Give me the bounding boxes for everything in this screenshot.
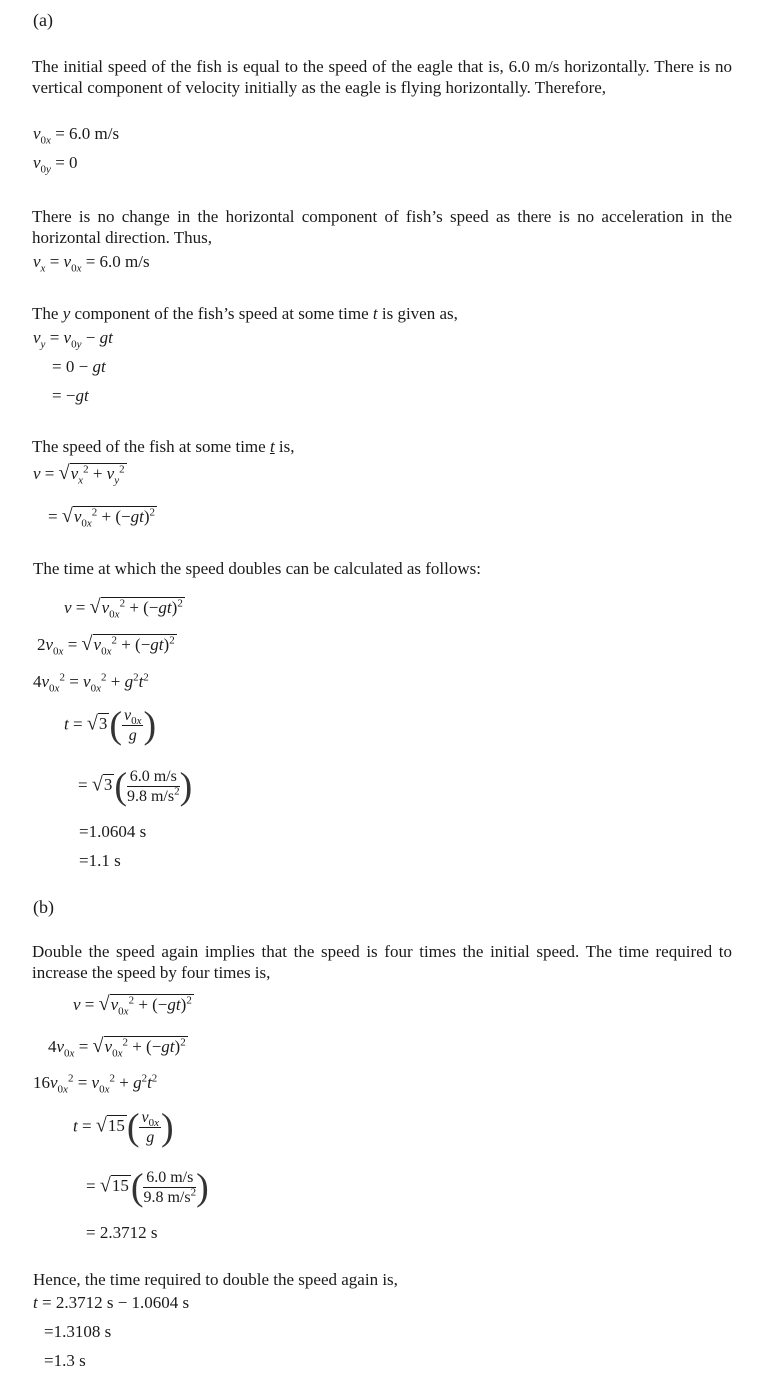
frac-denominator: 9.8 m/s [126,788,175,805]
eq-double-2: $2v_{0x} = √v_{0x}^2 + (-gt)^2$ [37,633,175,658]
horizontal-text: There is no change in the horizontal component of fish’s speed as there is no acceleration in the horizontal direction. Thus, [32,207,732,247]
part-a-label: (a) [33,10,53,30]
eq-vy-2: = 0 − gt [52,357,106,376]
eq-vx: $v_x = v_{0x} = 6.0$ m/s [33,252,150,275]
eq-v0y: $v_{0y} = 0$ [33,153,78,176]
eq-t15-values: = √15( $\frac{6.0 m/s}{9.8 m/s^2}$ ) [86,1166,209,1209]
y-component-text: The y component of the fish’s speed at some time t is given as, [32,304,458,323]
eq-speed-1: $v = √v_x^2 + v_y^2$ [33,462,125,487]
eq-vy-3: = −gt [52,386,89,405]
eq-b-2: $4v_{0x} = √v_{0x}^2 + (-gt)^2$ [48,1035,186,1060]
frac-numerator: 6.0 m/s [127,767,180,787]
hence-text: Hence, the time required to double the speed again is, [33,1270,398,1289]
eq-t-values: = √3( $\frac{6.0 m/s}{9.8 m/s^2}$ ) [78,765,193,808]
part-b-label: (b) [33,897,54,917]
final-eq-1: t = 2.3712 s − 1.0604 s [33,1293,190,1312]
speed-text: The speed of the fish at some time t is, [32,437,295,456]
frac-b-denominator: 9.8 m/s [143,1189,191,1206]
time-text: The time at which the speed doubles can be calculated as follows: [33,559,481,578]
eq-v0x: $v_{0x} = 6.0$ m/s [33,124,120,147]
eq-double-1: $v = √v_{0x}^2 + (-gt)^2$ [64,596,183,621]
final-eq-2: =1.3108 s [44,1322,112,1341]
eq-speed-2: = $√v_{0x}^2 + (-gt)^2$ [48,505,156,530]
eq-t-sqrt15: t = √15( $\frac{v_{0x}}{g}$ ) [73,1106,174,1149]
eq-b-1: $v = √v_{0x}^2 + (-gt)^2$ [73,993,192,1018]
eq-t-sqrt3: t = √3( $\frac{v_{0x}}{g}$ ) [64,704,157,747]
eq-double-3: $4v_{0x}^2 = v_{0x}^2 + g^2t^2$ [33,671,149,695]
result-a-1: =1.0604 s [79,822,147,841]
eq-b-3: $16v_{0x}^2 = v_{0x}^2 + g^2t^2$ [33,1072,158,1096]
result-a-2: =1.1 s [79,851,121,870]
result-b-1: = 2.3712 s [86,1223,158,1242]
final-eq-3: =1.3 s [44,1351,86,1370]
eq-vy-1: $v_y = v_{0y}$ − gt [33,328,113,351]
part-b-intro: Double the speed again implies that the speed is four times the initial speed. The time required to increase the speed by four times is, [32,942,732,982]
frac-b-numerator: 6.0 m/s [143,1168,196,1188]
part-a-intro: The initial speed of the fish is equal to the speed of the eagle that is, 6.0 m/s horizontally. There is no vertical component of velocity initially as the eagle is flying horizontally. Therefore, [32,57,732,97]
